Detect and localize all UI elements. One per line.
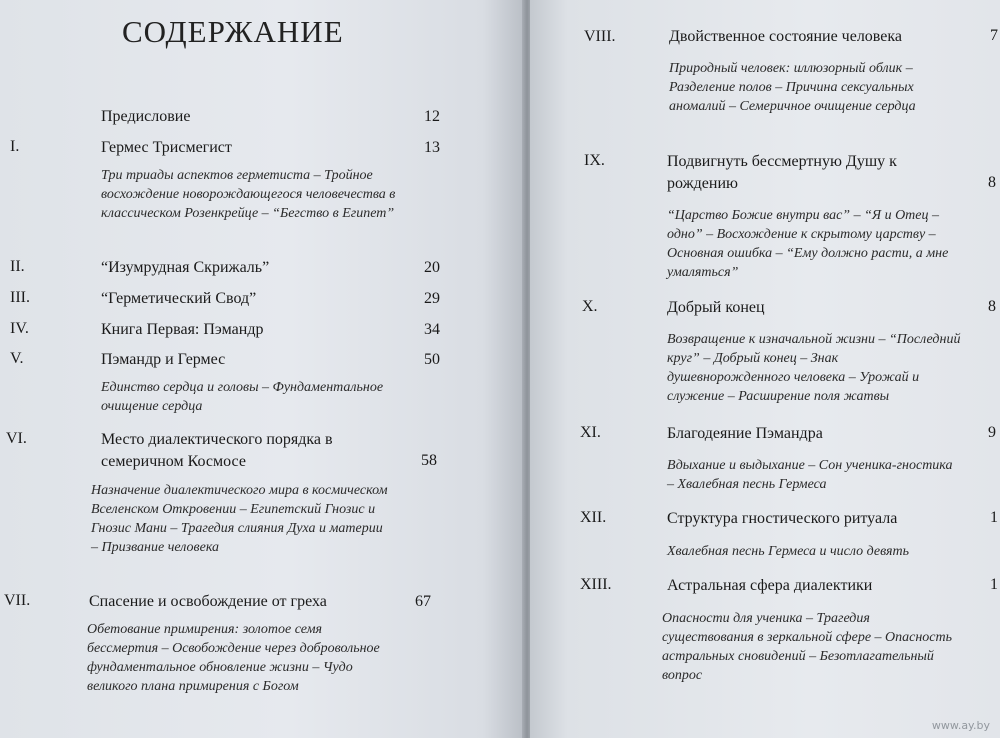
entry-description: Три триады аспектов герметиста – Тройное восхождение новорождающегося человечества в классическом Розенкрейце – “Бегство в Египет” [101,168,396,221]
toc-title: СОДЕРЖАНИЕ [122,14,344,49]
entry-number: VI. [6,430,27,447]
entry-page: 67 [415,593,431,610]
entry-description: Возвращение к изначальной жизни – “Последний круг” – Добрый конец – Знак душевнорожденного человека – Урожай и служение – Расширение поля жатвы [667,332,961,404]
entry-title: Спасение и освобождение от греха [89,593,327,610]
entry-page: 29 [424,290,440,307]
entry-title: Астральная сфера диалектики [667,577,873,594]
entry-page: 8 [988,298,996,315]
entry-title: Благодеяние Пэмандра [667,425,823,442]
entry-description: Единство сердца и головы – Фундаментальное очищение сердца [101,380,384,414]
entry-number: VII. [4,592,31,609]
entry-description: Вдыхание и выдыхание – Сон ученика-гностика – Хвалебная песнь Гермеса [667,458,953,492]
entry-title: Двойственное состояние человека [669,28,902,45]
entry-number: I. [10,138,20,155]
entry-title: Подвигнуть бессмертную Душу к рождению [667,153,897,192]
entry-page: 34 [424,321,440,338]
entry-description: Назначение диалектического мира в космическом Вселенском Откровении – Египетский Гнозис и Гнозис Мани – Трагедия слияния Духа и материи – Призвание человека [91,483,388,555]
entry-number: II. [10,258,25,275]
entry-title: Пэмандр и Гермес [101,351,226,368]
entry-number: IX. [584,152,605,169]
entry-page: 12 [424,108,440,125]
entry-number: VIII. [584,28,616,45]
entry-title: Книга Первая: Пэмандр [101,321,264,338]
entry-page: 8 [988,174,996,191]
entry-description: Природный человек: иллюзорный облик – Разделение полов – Причина сексуальных аномалий – Семеричное очищение сердца [669,61,916,114]
entry-description: “Царство Божие внутри вас” – “Я и Отец – одно” – Восхождение к скрытому царству – Основная ошибка – “Ему должно расти, а мне умаляться” [667,208,949,280]
entry-description: Хвалебная песнь Гермеса и число девять [667,544,909,559]
entry-page: 50 [424,351,440,368]
entry-page: 7 [990,27,998,44]
entry-description: Обетование примирения: золотое семя бессмертия – Освобождение через добровольное фундаментальное обновление жизни – Чудо великого плана примирения с Богом [87,622,380,694]
entry-number: IV. [10,320,29,337]
entry-title: “Герметический Свод” [101,290,257,307]
entry-number: XIII. [580,576,612,593]
right-page [530,0,1000,738]
watermark: www.ay.by [931,719,990,732]
entry-number: III. [10,289,30,306]
entry-number: XI. [580,424,601,441]
entry-page: 13 [424,139,440,156]
entry-title: Предисловие [101,108,191,125]
entry-title: Добрый конец [667,299,765,316]
entry-page: 9 [988,424,996,441]
entry-title: Место диалектического порядка в семеричном Космосе [101,431,333,470]
entry-number: V. [10,350,24,367]
entry-page: 58 [421,452,437,469]
entry-title: “Изумрудная Скрижаль” [101,259,270,276]
entry-page: 1 [990,576,998,593]
entry-number: X. [582,298,598,315]
entry-title: Структура гностического ритуала [667,510,898,527]
entry-number: XII. [580,509,607,526]
entry-description: Опасности для ученика – Трагедия существования в зеркальной сфере – Опасность астральных сновидений – Безотлагательный вопрос [662,611,953,683]
entry-page: 1 [990,509,998,526]
entry-title: Гермес Трисмегист [101,139,232,156]
entry-page: 20 [424,259,440,276]
